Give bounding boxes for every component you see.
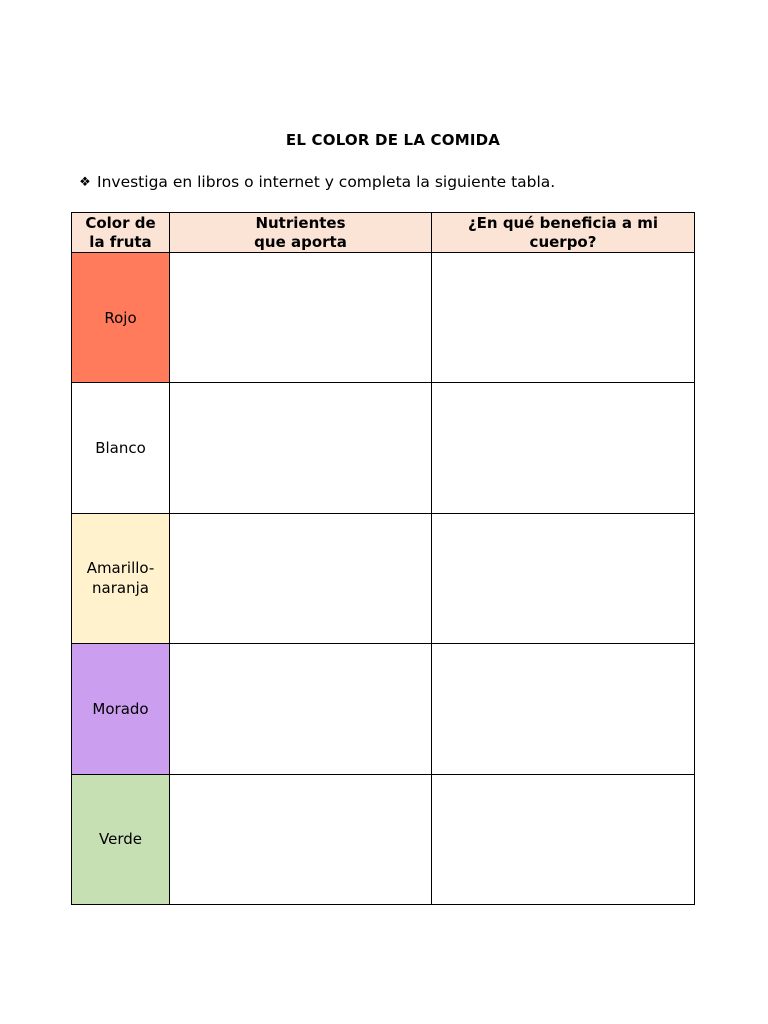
beneficio-cell[interactable] [432, 644, 695, 774]
nutrientes-cell[interactable] [170, 383, 432, 513]
diamond-bullet-icon: ❖ [79, 174, 91, 190]
header-line: la fruta [89, 232, 152, 251]
table-row [72, 513, 695, 643]
nutrientes-cell[interactable] [170, 774, 432, 904]
nutrientes-cell[interactable] [170, 253, 432, 383]
header-line: ¿En qué beneficia a mi [467, 213, 659, 232]
table-row [72, 774, 695, 904]
color-label-cell [72, 513, 170, 643]
beneficio-cell[interactable] [432, 774, 695, 904]
color-label: Rojo [104, 308, 137, 327]
color-label-cell [72, 383, 170, 513]
instruction-text: Investiga en libros o internet y completa la siguiente tabla. [97, 173, 556, 191]
header-line: que aporta [254, 232, 347, 251]
beneficio-cell[interactable] [432, 513, 695, 643]
header-color-de-la-fruta [72, 213, 170, 253]
header-nutrientes [170, 213, 432, 253]
beneficio-cell[interactable] [432, 383, 695, 513]
header-line: Nutrientes [255, 213, 346, 232]
nutrientes-cell[interactable] [170, 513, 432, 643]
header-beneficio [432, 213, 695, 253]
table-row [72, 253, 695, 383]
color-label: Verde [99, 830, 142, 849]
header-line: cuerpo? [529, 232, 597, 251]
table-row [72, 644, 695, 774]
color-label-cell [72, 774, 170, 904]
color-label: Morado [92, 699, 149, 718]
color-label-cell [72, 644, 170, 774]
header-line: Color de [85, 213, 156, 232]
instruction-line [77, 173, 555, 191]
nutrientes-cell[interactable] [170, 644, 432, 774]
color-label: Blanco [95, 439, 146, 458]
page-title: EL COLOR DE LA COMIDA [285, 131, 501, 149]
beneficio-cell[interactable] [432, 253, 695, 383]
color-label-cell [72, 253, 170, 383]
color-label: Amarillo- naranja [86, 559, 155, 598]
table-row [72, 383, 695, 513]
table-header-row [72, 213, 695, 253]
fruit-color-table [71, 212, 695, 905]
